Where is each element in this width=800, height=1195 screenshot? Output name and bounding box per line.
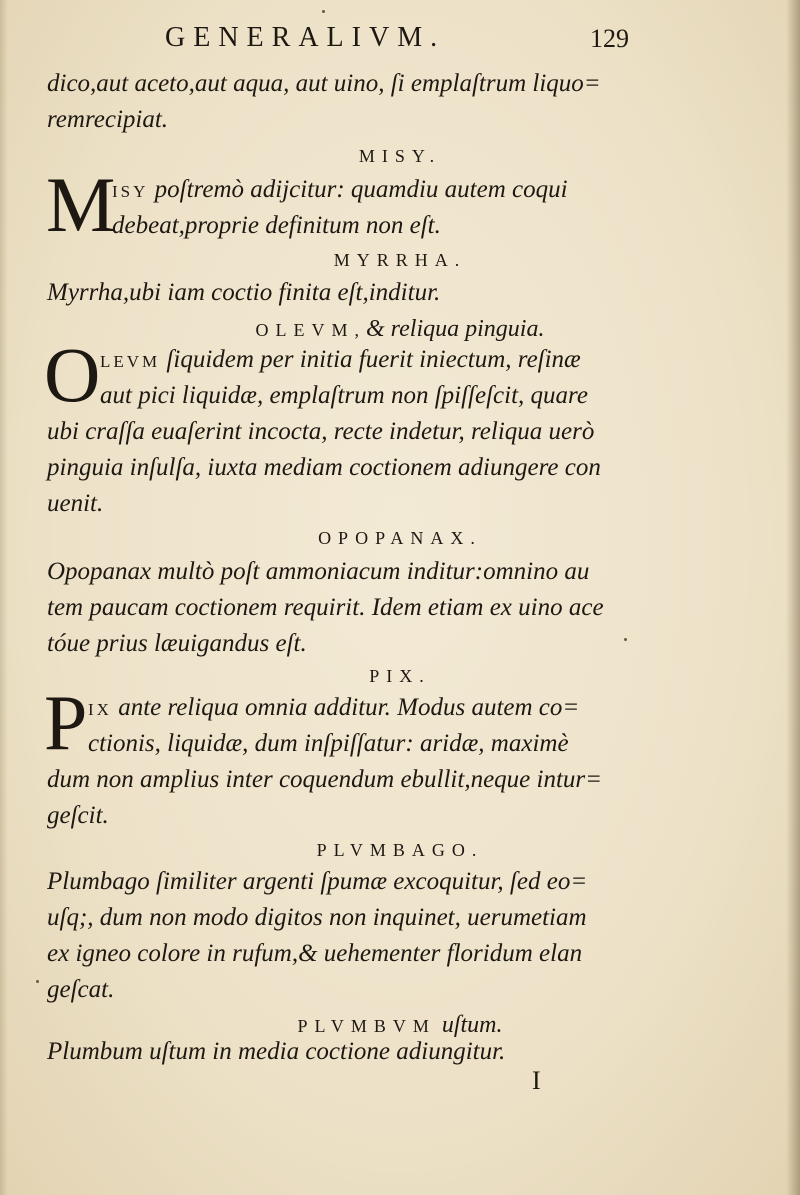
drop-cap-p: P <box>44 679 88 766</box>
ink-speck <box>322 10 325 13</box>
drop-cap-o: O <box>44 331 101 418</box>
text-line: pinguia inſulſa, iuxta mediam coctionem adiungere con <box>47 454 601 481</box>
section-heading-opopanax: OPOPANAX. <box>318 528 482 548</box>
text-line: aut pici liquidæ, emplaſtrum non ſpiſſeſcit, quare <box>100 382 588 409</box>
small-caps-text: IX <box>88 700 112 719</box>
text-line: uenit. <box>47 490 104 517</box>
small-caps-text: LEVM <box>100 352 161 371</box>
section-heading-myrrha: MYRRHA. <box>333 250 467 270</box>
text-line: Plumbum uſtum in media coctione adiungitur. <box>47 1038 506 1065</box>
text-line: remrecipiat. <box>47 106 169 133</box>
signature-mark: I <box>532 1066 541 1095</box>
text-line: geſcit. <box>47 802 109 829</box>
text-line: geſcat. <box>47 976 115 1003</box>
section-heading-misy: MISY. <box>358 146 442 166</box>
text-line <box>88 690 579 728</box>
text-line: dum non amplius inter coquendum ebullit,neque intur= <box>47 766 603 793</box>
text-line: Opopanax multò poſt ammoniacum inditur:omnino au <box>47 558 590 585</box>
text-line: debeat,proprie definitum non eſt. <box>112 212 441 239</box>
heading-caps: PLVMBVM <box>297 1016 436 1036</box>
page-number: 129 <box>590 24 629 53</box>
text-line <box>100 342 581 380</box>
page-header <box>0 22 800 62</box>
text-line <box>112 172 568 210</box>
section-heading-oleum <box>0 316 800 343</box>
section-heading-plumbago: PLVMBAGO. <box>316 840 484 860</box>
heading-caps: OLEVM, <box>255 320 367 340</box>
text-line: tem paucam coctionem requirit. Idem etiam ex uino ace <box>47 594 604 621</box>
text-line: ubi craſſa euaſerint incocta, recte indetur, reliqua uerò <box>47 418 595 445</box>
text-run: poſtremò adijcitur: quamdiu autem coqui <box>148 176 568 203</box>
text-line: uſq;, dum non modo digitos non inquinet, uerumetiam <box>47 904 587 931</box>
drop-cap-m: M <box>46 161 116 248</box>
text-line: Plumbago ſimiliter argenti ſpumæ excoquitur, ſed eo= <box>47 868 588 895</box>
running-title: GENERALIVM. <box>165 22 446 53</box>
section-heading-pix: PIX. <box>369 666 431 686</box>
text-run: ſiquidem per initia fuerit iniectum, reſinæ <box>160 346 581 373</box>
text-line: dico,aut aceto,aut aqua, aut uino, ſi emplaſtrum liquo= <box>47 70 601 97</box>
text-run: ante reliqua omnia additur. Modus autem co= <box>111 694 580 721</box>
ink-speck <box>36 980 39 983</box>
text-line: ctionis, liquidæ, dum inſpiſſatur: aridæ, maximè <box>88 730 569 757</box>
ink-speck <box>624 638 627 641</box>
text-line: Myrrha,ubi iam coctio finita eſt,inditur. <box>47 279 441 306</box>
small-caps-text: ISY <box>112 182 149 201</box>
heading-italic: & reliqua pinguia. <box>366 316 545 342</box>
text-line: ex igneo colore in rufum,& uehementer floridum elan <box>47 940 583 967</box>
text-line: tóue prius læuigandus eſt. <box>47 630 307 657</box>
heading-italic: uſtum. <box>435 1012 503 1038</box>
